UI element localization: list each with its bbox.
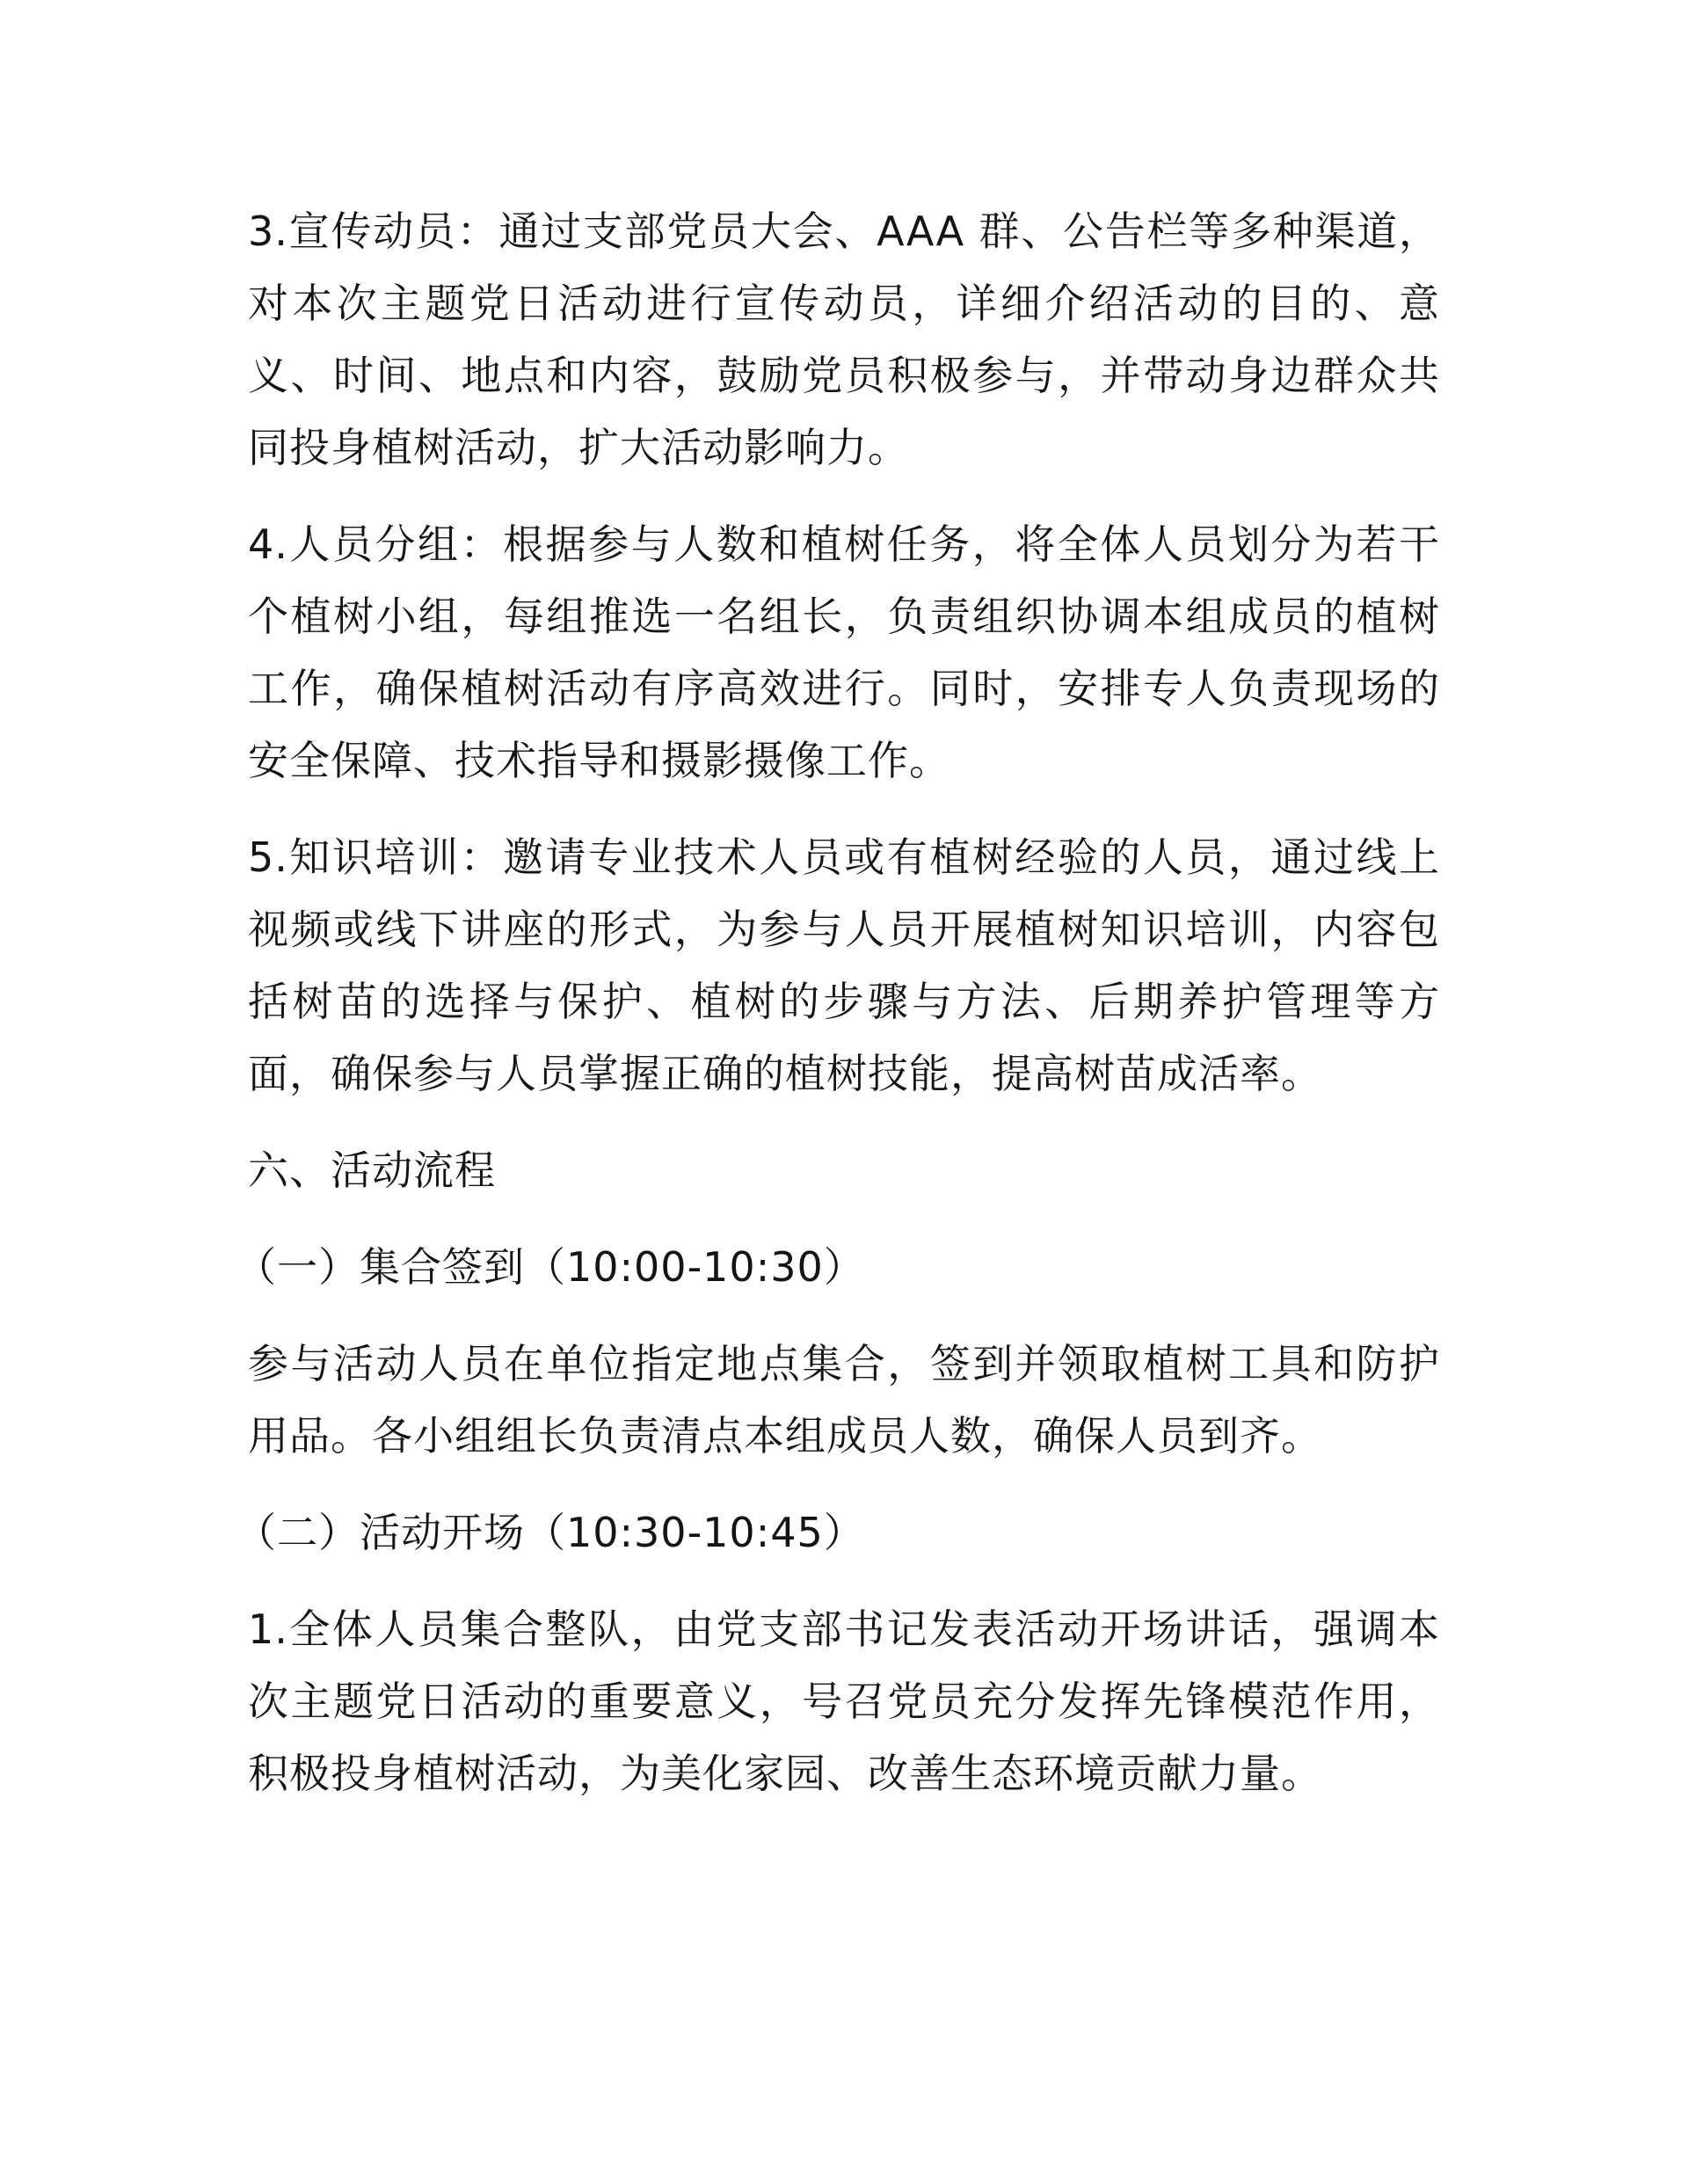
paragraph-assembly: 参与活动人员在单位指定地点集合，签到并领取植树工具和防护用品。各小组组长负责清点本组成员人数，确保人员到齐。 <box>248 1340 1440 1460</box>
paragraph-grouping: 4.人员分组：根据参与人数和植树任务，将全体人员划分为若干个植树小组，每组推选一名组长，负责组织协调本组成员的植树工作，确保植树活动有序高效进行。同时，安排专人负责现场的安全保障、技术指导和摄影摄像工作。 <box>248 521 1440 784</box>
section-heading-activity-flow: 六、活动流程 <box>248 1147 496 1194</box>
subheading-opening: （二）活动开场（10:30-10:45） <box>236 1509 865 1556</box>
paragraph-opening-speech: 1.全体人员集合整队，由党支部书记发表活动开场讲话，强调本次主题党日活动的重要意义，号召党员充分发挥先锋模范作用，积极投身植树活动，为美化家园、改善生态环境贡献力量。 <box>248 1605 1440 1797</box>
subheading-assembly-signin: （一）集合签到（10:00-10:30） <box>236 1243 865 1291</box>
paragraph-publicity: 3.宣传动员：通过支部党员大会、AAA 群、公告栏等多种渠道，对本次主题党日活动进行宣传动员，详细介绍活动的目的、意义、时间、地点和内容，鼓励党员积极参与，并带动身边群众共同投身植树活动，扩大活动影响力。 <box>248 207 1440 471</box>
document-page <box>236 195 1440 1834</box>
paragraph-training: 5.知识培训：邀请专业技术人员或有植树经验的人员，通过线上视频或线下讲座的形式，为参与人员开展植树知识培训，内容包括树苗的选择与保护、植树的步骤与方法、后期养护管理等方面，确保参与人员掌握正确的植树技能，提高树苗成活率。 <box>248 834 1440 1097</box>
